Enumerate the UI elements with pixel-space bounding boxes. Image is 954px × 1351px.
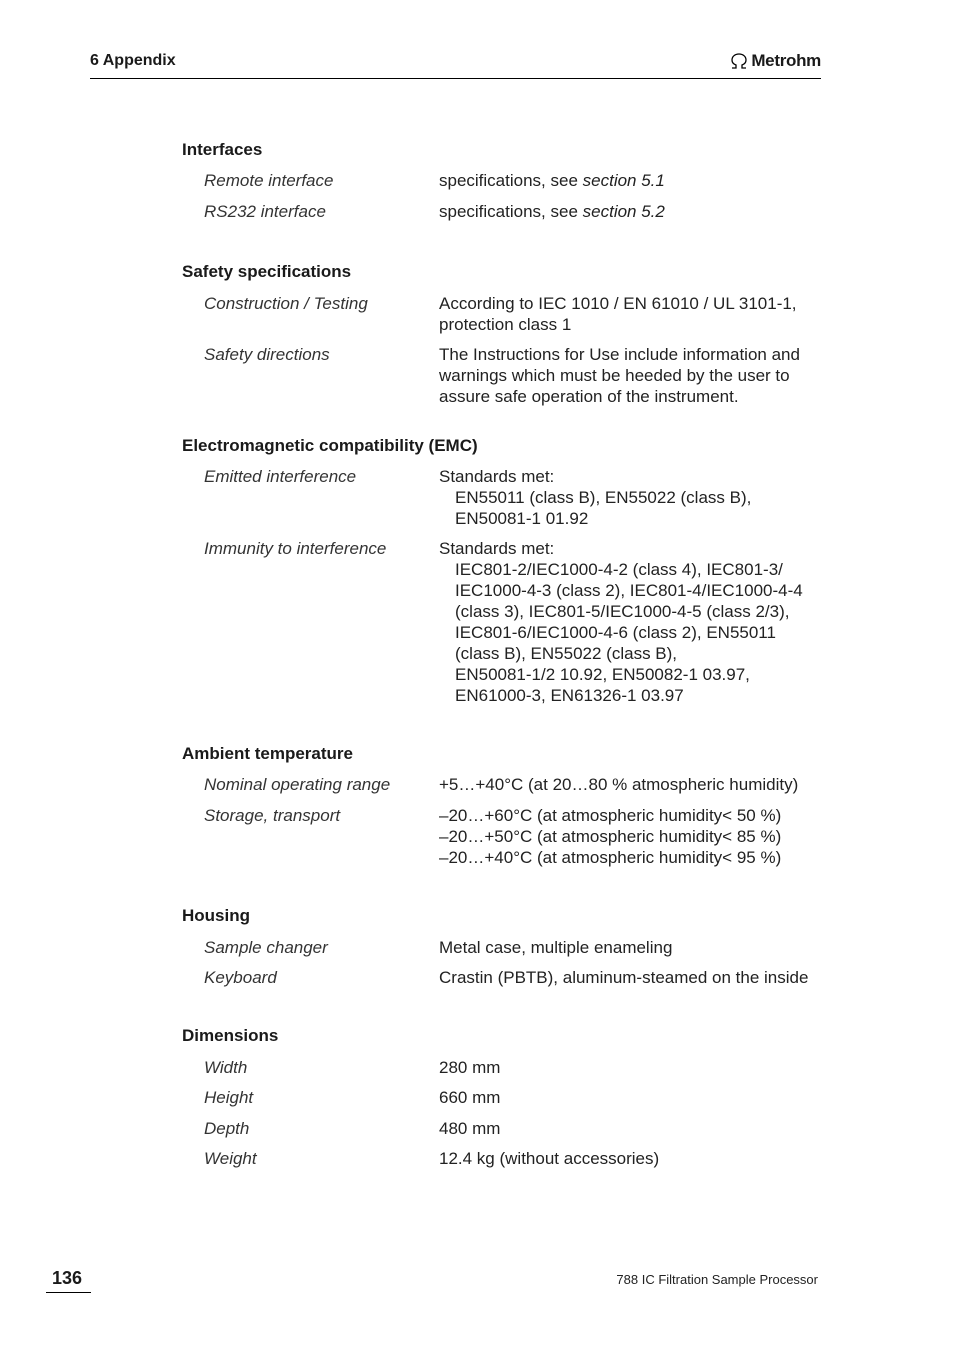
section-title-safety: Safety specifications xyxy=(182,262,352,281)
metrohm-logo xyxy=(729,51,821,71)
row-value: 480 mm xyxy=(439,1119,501,1138)
section-title-ambient: Ambient temperature xyxy=(182,744,353,763)
row-value: Crastin (PBTB), aluminum-steamed on the inside xyxy=(439,968,809,987)
row-label: Height xyxy=(204,1088,254,1107)
section-title-interfaces: Interfaces xyxy=(182,140,263,159)
row-value: specifications, see section 5.2 xyxy=(439,202,665,221)
row-label: Depth xyxy=(204,1119,250,1138)
row-value: Metal case, multiple enameling xyxy=(439,938,673,957)
row-label: Immunity to interference xyxy=(204,539,387,558)
row-label: Sample changer xyxy=(204,938,328,957)
row-value: According to IEC 1010 / EN 61010 / UL 3101-1, protection class 1 xyxy=(439,294,797,334)
page-number: 136 xyxy=(46,1266,91,1293)
section-title-housing: Housing xyxy=(182,906,250,925)
section-title-dimensions: Dimensions xyxy=(182,1026,279,1045)
row-label: RS232 interface xyxy=(204,202,326,221)
row-value: Standards met: EN55011 (class B), EN55022 (class B), EN50081-1 01.92 xyxy=(439,467,752,528)
row-label: Emitted interference xyxy=(204,467,357,486)
row-label: Storage, transport xyxy=(204,806,341,825)
row-value: The Instructions for Use include information and warnings which must be heeded by the user to assure safe operation of the instrument. xyxy=(439,345,800,406)
row-label: Width xyxy=(204,1058,248,1077)
row-value: Standards met: IEC801-2/IEC1000-4-2 (class 4), IEC801-3/ IEC1000-4-3 (class 2), IEC801-4/IEC1000-4-4 (class 3), IEC801-5/IEC1000-4-5 (class 2/3), IEC801-6/IEC1000-4-6 (class 2), EN55011 (class B), EN55022 (class B), EN50081-1/2 10.92, EN50082-1 03.97, EN61000-3, EN61326-1 03.97 xyxy=(439,539,803,705)
omega-icon xyxy=(729,53,749,69)
row-label: Construction / Testing xyxy=(204,294,368,313)
document-title: 788 IC Filtration Sample Processor xyxy=(616,1272,818,1287)
row-value: 12.4 kg (without accessories) xyxy=(439,1149,660,1168)
row-value: 280 mm xyxy=(439,1058,501,1077)
row-value: +5…+40°C (at 20…80 % atmospheric humidity) xyxy=(439,775,799,794)
row-value: –20…+60°C (at atmospheric humidity< 50 %) –20…+50°C (at atmospheric humidity< 85 %) –20…+40°C (at atmospheric humidity< 95 %) xyxy=(439,806,782,867)
row-label: Safety directions xyxy=(204,345,330,364)
row-value: specifications, see section 5.1 xyxy=(439,171,665,190)
row-label: Keyboard xyxy=(204,968,277,987)
logo-text: Metrohm xyxy=(751,51,821,70)
page-header xyxy=(90,50,821,79)
row-label: Weight xyxy=(204,1149,257,1168)
row-label: Remote interface xyxy=(204,171,334,190)
row-value: 660 mm xyxy=(439,1088,501,1107)
chapter-title: 6 Appendix xyxy=(90,52,176,69)
row-label: Nominal operating range xyxy=(204,775,391,794)
section-title-emc: Electromagnetic compatibility (EMC) xyxy=(182,436,478,455)
